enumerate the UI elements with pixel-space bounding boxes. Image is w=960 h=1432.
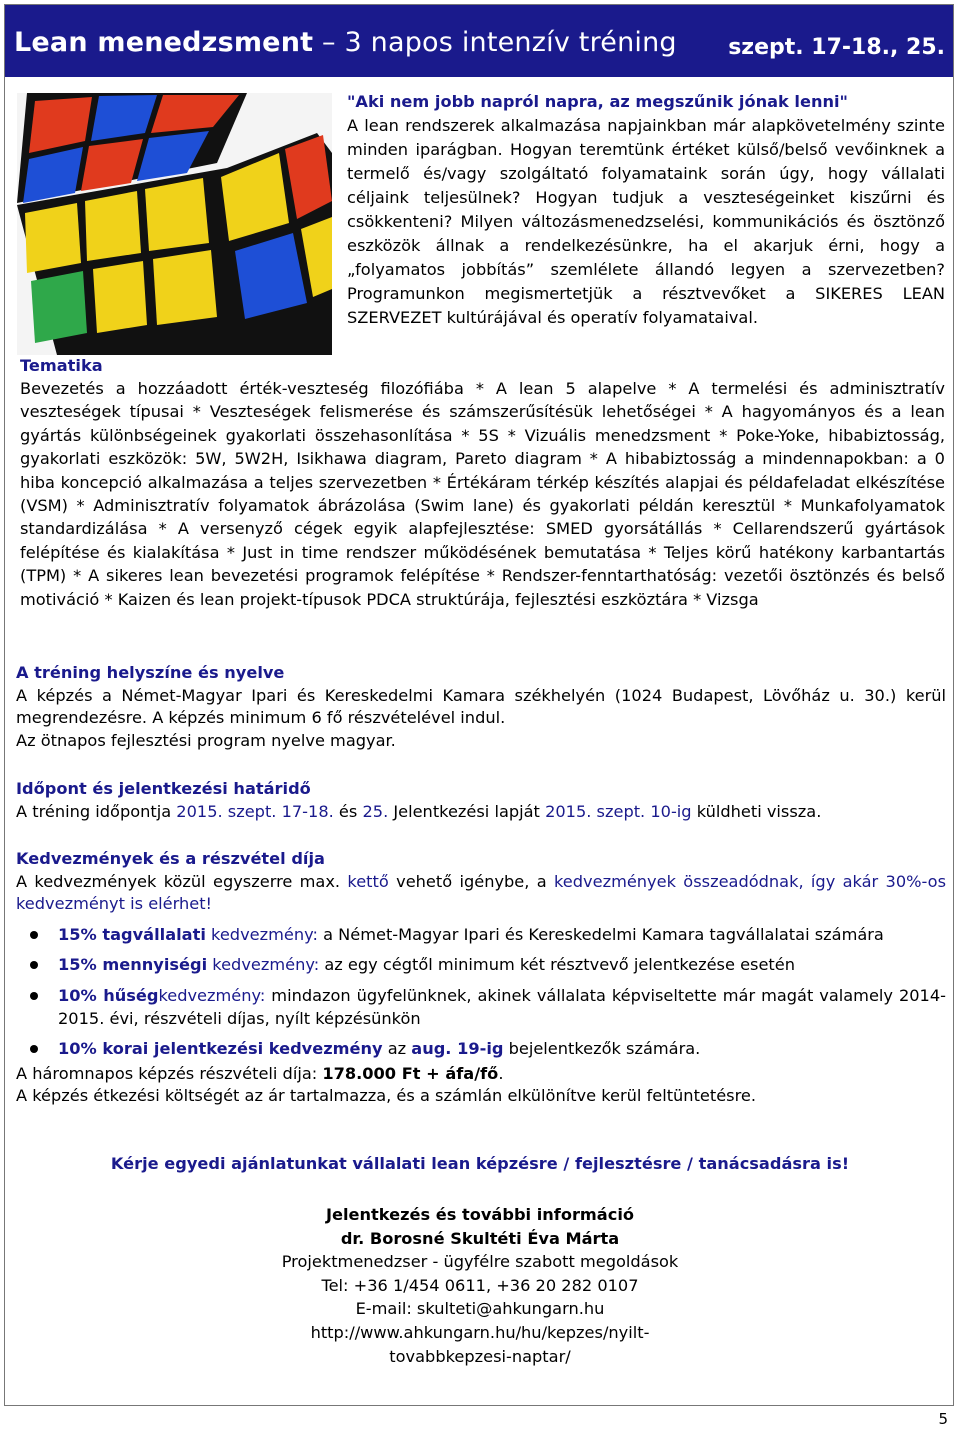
contact-name: dr. Borosné Skultéti Éva Márta xyxy=(340,1228,620,1248)
list-item: 15% mennyiségi kedvezmény: az egy cégtől minimum két résztvevő jelentkezése esetén xyxy=(16,954,946,977)
dates-text: A tréning időpontja 2015. szept. 17-18. és 25. Jelentkezési lapját 2015. szept. 10-ig küldheti vissza. xyxy=(16,801,822,821)
venue-language: Az ötnapos fejlesztési program nyelve magyar. xyxy=(16,730,396,750)
contact-role: Projektmenedzser - ügyfélre szabott megoldások xyxy=(281,1252,679,1272)
header-date: szept. 17-18., 25. xyxy=(728,35,945,60)
page-number: 5 xyxy=(938,1410,948,1428)
fee-amount: 178.000 Ft + áfa/fő xyxy=(322,1063,499,1083)
deadline-date: 2015. szept. 10-ig xyxy=(545,801,692,821)
call-to-action: Kérje egyedi ajánlatunkat vállalati lean képzésre / fejlesztésre / tanácsadásra is! xyxy=(110,1154,850,1173)
discount-list xyxy=(16,924,946,1061)
contact-heading: Jelentkezés és további információ xyxy=(326,1205,634,1224)
tematika-heading: Tematika xyxy=(20,356,103,375)
bullet-icon xyxy=(30,961,38,969)
rubiks-cube-photo xyxy=(17,93,332,355)
tematika-text: Bevezetés a hozzáadott érték-veszteség filozófiába * A lean 5 alapelve * A termelési és adminisztratív veszteségek típusai * Veszteségek felismerése és számszerűsítésük lehetőségei * A hagyományos és a lean gyártás különbségeinek gyakorlati összehasonlítása * 5S * Vizuális menedzsment * Poke-Yoke, hibabiztosság, gyakorlati eszközök: 5W, 5W2H, Isikhawa diagram, Pareto diagram * A hibabiztosság a mindennapokban: a 0 hiba koncepció alkalmazása a teljes szervezetben * Értékáram térkép készítés alapjai és példafeladat elkészítése (VSM) * Adminisztratív folyamatok ábrázolása (Swim lane) és gyakorlati példán keresztül * Munkafolyamatok standardizálása * A versenyző cégek egyik alapfejlesztése: SMED gyorsátállás * Cellarendszerű gyártások felépítése és kialakítása * Just in time rendszer működésének bemutatása * Teljes körű hatékony karbantartás (TPM) * A sikeres lean bevezetési programok felépítése * Rendszer-fenntarthatóság: vezetői ösztönzés és belső motiváció * Kaizen és lean projekt-típusok PDCA struktúrája, fejlesztési eszköztára * Vizsga xyxy=(20,379,945,609)
contact-email[interactable]: E-mail: skulteti@ahkungarn.hu xyxy=(355,1299,605,1319)
intro-text: A lean rendszerek alkalmazása napjainkban már alapkövetelmény szinte minden iparágban. Hogyan teremtünk értéket külső/belső vevőinknek a termelő és/vagy szolgáltató folyamataink során úgy, hogy vállalati céljaink teljesülnek? Hogyan tudjuk a veszteségeinket kiszűrni és csökkenteni? Milyen változásmenedzselési, kommunikációs és ösztönző eszközök állnak a rendelkezésünkre, ha el akarjuk érni, hogy a „folyamatos jobbítás” szemlélete állandó legyen a szervezetben? Programunkon megismertetjük a résztvevőket a SIKERES LEAN SZERVEZET kultúrájával és operatív folyamataival. xyxy=(347,116,945,327)
venue-heading: A tréning helyszíne és nyelve xyxy=(16,663,285,682)
fee-line: A háromnapos képzés részvételi díja: 178.000 Ft + áfa/fő. xyxy=(16,1063,504,1083)
bullet-icon xyxy=(30,1045,38,1053)
contact-phone: Tel: +36 1/454 0611, +36 20 282 0107 xyxy=(321,1275,639,1295)
venue-text: A képzés a Német-Magyar Ipari és Kereskedelmi Kamara székhelyén (1024 Budapest, Lövőház u. 30.) kerül megrendezésre. A képzés minimum 6 fő részvételével indul. xyxy=(16,685,946,728)
training-date-2: 25. xyxy=(362,801,389,821)
bullet-icon xyxy=(30,931,38,939)
header-bar xyxy=(5,5,953,77)
intro-paragraph xyxy=(347,90,945,330)
discounts-intro: A kedvezmények közül egyszerre max. kettő vehető igénybe, a kedvezmények összeadódnak, így akár 30%-os kedvezményt is elérhet! xyxy=(16,871,946,914)
discounts-section xyxy=(16,848,946,1108)
fee-note: A képzés étkezési költségét az ár tartalmazza, és a számlán elkülönítve kerül feltüntetésre. xyxy=(16,1086,757,1106)
list-item: 15% tagvállalati kedvezmény: a Német-Magyar Ipari és Kereskedelmi Kamara tagvállalatai számára xyxy=(16,924,946,947)
bullet-icon xyxy=(30,992,38,1000)
list-item: 10% hűségkedvezmény: mindazon ügyfelünknek, akinek vállalata képviseltette már magát valamely 2014-2015. évi, részvételi díjas, nyílt képzésünkön xyxy=(16,985,946,1030)
contact-url[interactable]: http://www.ahkungarn.hu/hu/kepzes/nyilt- tovabbkepzesi-naptar/ xyxy=(310,1322,650,1366)
page-title: Lean menedzsment – 3 napos intenzív tréning xyxy=(14,27,677,58)
contact-block xyxy=(0,1203,960,1368)
discounts-heading: Kedvezmények és a részvétel díja xyxy=(16,849,325,868)
dates-section xyxy=(16,778,946,823)
venue-section xyxy=(16,662,946,752)
training-date: 2015. szept. 17-18. xyxy=(176,801,334,821)
intro-quote: "Aki nem jobb napról napra, az megszűnik jónak lenni" xyxy=(347,92,848,111)
dates-heading: Időpont és jelentkezési határidő xyxy=(16,779,311,798)
list-item: 10% korai jelentkezési kedvezmény az aug. 19-ig bejelentkezők számára. xyxy=(16,1038,946,1061)
